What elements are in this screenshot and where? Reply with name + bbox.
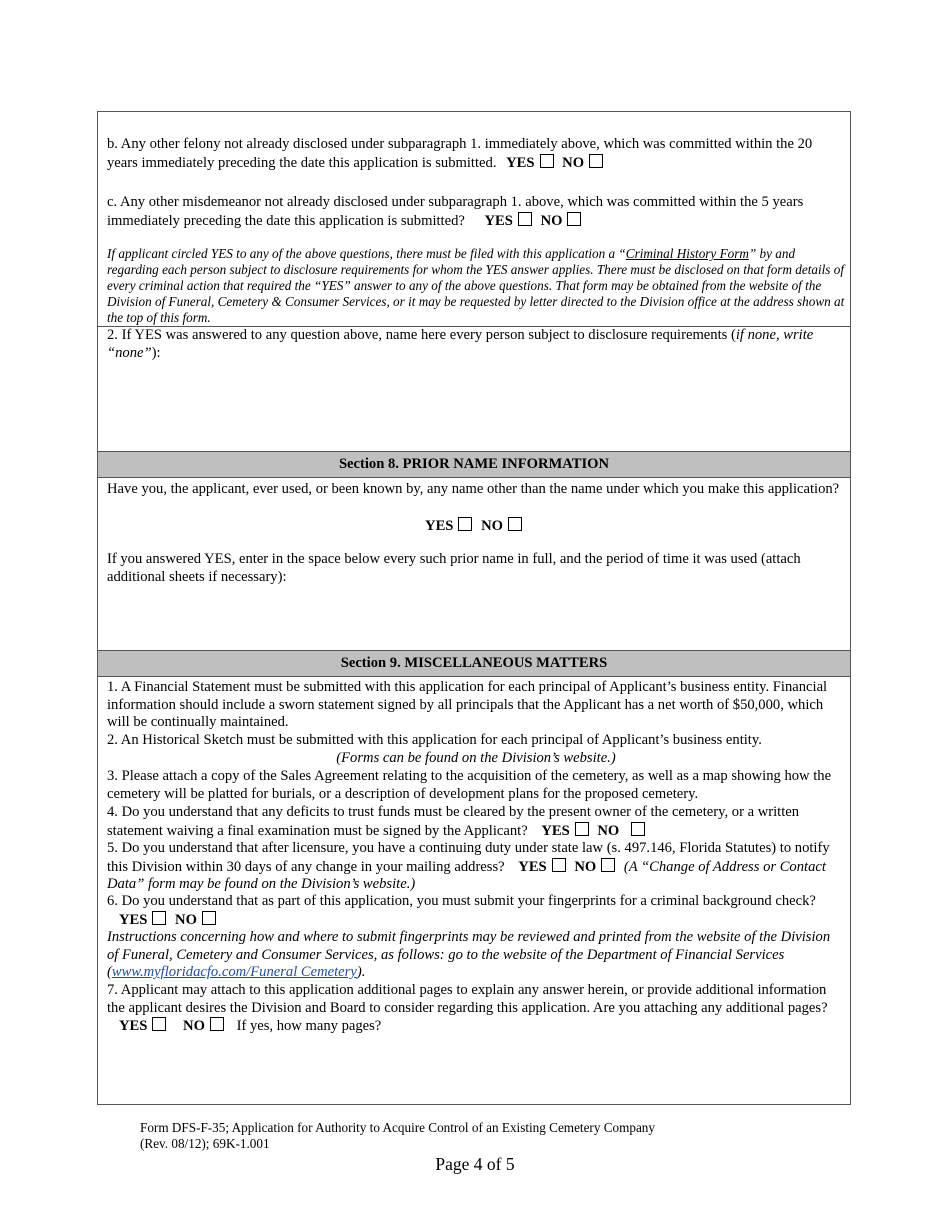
- item7-no-checkbox[interactable]: [210, 1017, 224, 1031]
- misc-item-4: 4. Do you understand that any deficits to trust funds must be cleared by the present owner of the cemetery, or a written statement waiving a final examination must be signed by the Applicant? YES NO: [107, 804, 800, 839]
- criminal-history-note: If applicant circled YES to any of the above questions, there must be filed with this application a “Criminal History Form” by and regarding each person subject to disclosure requirements for whom the YES answer applies. There must be disclosed on that form details of every criminal action that required the “YES” answer to any of the above questions. That form may be obtained from the website of the Division of Funeral, Cemetery & Consumer Services, or it may be requested by letter directed to the Division office at the address shown at the top of this form.: [107, 246, 845, 325]
- prior-name-yes-checkbox[interactable]: [458, 517, 472, 531]
- question-1b: b. Any other felony not already disclosed under subparagraph 1. immediately above, which was committed within the 20 years immediately preceding the date this application is submitted. YES NO: [107, 136, 813, 171]
- prior-name-instructions: If you answered YES, enter in the space below every such prior name in full, and the period of time it was used (attach additional sheets if necessary):: [107, 551, 801, 585]
- form-frame: [97, 111, 851, 1105]
- misc-item-2-note: (Forms can be found on the Division’s website.): [336, 750, 616, 766]
- yes-label: YES: [119, 911, 148, 928]
- yes-label: YES: [506, 154, 535, 171]
- no-label: NO: [183, 1018, 205, 1035]
- q1c-no-checkbox[interactable]: [567, 212, 581, 226]
- disclosure-names-area[interactable]: [98, 364, 850, 450]
- item6-no-checkbox[interactable]: [202, 911, 216, 925]
- prior-name-question: Have you, the applicant, ever used, or been known by, any name other than the name under which you make this application?: [107, 481, 840, 497]
- item4-yes-checkbox[interactable]: [575, 822, 589, 836]
- no-label: NO: [481, 518, 503, 534]
- yes-label: YES: [119, 1018, 148, 1035]
- fingerprint-instructions: Instructions concerning how and where to submit fingerprints may be reviewed and printed from the website of the Division of Funeral, Cemetery and Consumer Services, as follows: go to the website of the Department of Financial Services (www.myfloridacfo.com/Funeral Cemetery).: [107, 929, 831, 981]
- question-1c: c. Any other misdemeanor not already disclosed under subparagraph 1. above, which was committed within the 5 years immediately preceding the date this application is submitted? YES NO: [107, 194, 804, 229]
- misc-item-1: 1. A Financial Statement must be submitted with this application for each principal of Applicant’s business entity. Financial information should include a sworn statement signed by all principals that the Applicant has a net worth of $50,000, which will be continually maintained.: [107, 679, 828, 731]
- yes-label: YES: [425, 518, 454, 534]
- section-8-header: Section 8. PRIOR NAME INFORMATION: [98, 451, 850, 478]
- misc-item-5: 5. Do you understand that after licensure, you have a continuing duty under state law (s. 497.146, Florida Statutes) to notify this Division within 30 days of any change in your mailing address? YES NO (A “Change of Address or Contact Data” form may be found on the Division’s website.): [107, 840, 830, 893]
- item6-yes-checkbox[interactable]: [152, 911, 166, 925]
- section-9-header: Section 9. MISCELLANEOUS MATTERS: [98, 650, 850, 677]
- misc-item-2: 2. An Historical Sketch must be submitted with this application for each principal of Applicant’s business entity.: [107, 732, 762, 748]
- q1c-yes-checkbox[interactable]: [518, 212, 532, 226]
- item5-no-checkbox[interactable]: [601, 858, 615, 872]
- no-label: NO: [574, 858, 597, 875]
- page-number: Page 4 of 5: [435, 1154, 515, 1174]
- no-label: NO: [175, 911, 197, 928]
- division-website-link[interactable]: www.myfloridacfo.com/Funeral Cemetery: [111, 964, 357, 981]
- item5-yes-checkbox[interactable]: [552, 858, 566, 872]
- form-id-footer: Form DFS-F-35; Application for Authority to Acquire Control of an Existing Cemetery Company: [140, 1120, 655, 1135]
- no-label: NO: [597, 822, 620, 839]
- item5-note: (A “Change of Address or Contact Data” form may be found on the Division’s website.): [107, 858, 826, 893]
- q1b-yes-checkbox[interactable]: [540, 154, 554, 168]
- prior-names-area[interactable]: [98, 588, 850, 648]
- q1b-no-checkbox[interactable]: [589, 154, 603, 168]
- revision-footer: (Rev. 08/12); 69K-1.001: [140, 1136, 270, 1151]
- additional-pages-area[interactable]: [98, 1036, 850, 1102]
- item4-no-checkbox[interactable]: [631, 822, 645, 836]
- no-label: NO: [540, 212, 563, 229]
- yes-label: YES: [484, 212, 513, 229]
- misc-item-6: 6. Do you understand that as part of this application, you must submit your fingerprints for a criminal background check? YES NO: [107, 893, 816, 928]
- misc-item-3: 3. Please attach a copy of the Sales Agreement relating to the acquisition of the cemetery, as well as a map showing how the cemetery will be platted for burials, or a description of development plans for the proposed cemetery.: [107, 768, 832, 802]
- question-2: 2. If YES was answered to any question above, name here every person subject to disclosure requirements (if none, write “none”):: [107, 327, 814, 361]
- prior-name-no-checkbox[interactable]: [508, 517, 522, 531]
- criminal-history-form-link[interactable]: Criminal History Form: [625, 246, 749, 261]
- misc-item-7: 7. Applicant may attach to this application additional pages to explain any answer herein, or provide additional information the applicant desires the Division and Board to consider regarding this application. Are you attaching any additional pages? YES NO If yes, how many pages?: [107, 982, 828, 1035]
- no-label: NO: [562, 154, 585, 171]
- yes-label: YES: [518, 858, 547, 875]
- yes-label: YES: [541, 822, 570, 839]
- prior-name-answer: [107, 517, 845, 536]
- item7-yes-checkbox[interactable]: [152, 1017, 166, 1031]
